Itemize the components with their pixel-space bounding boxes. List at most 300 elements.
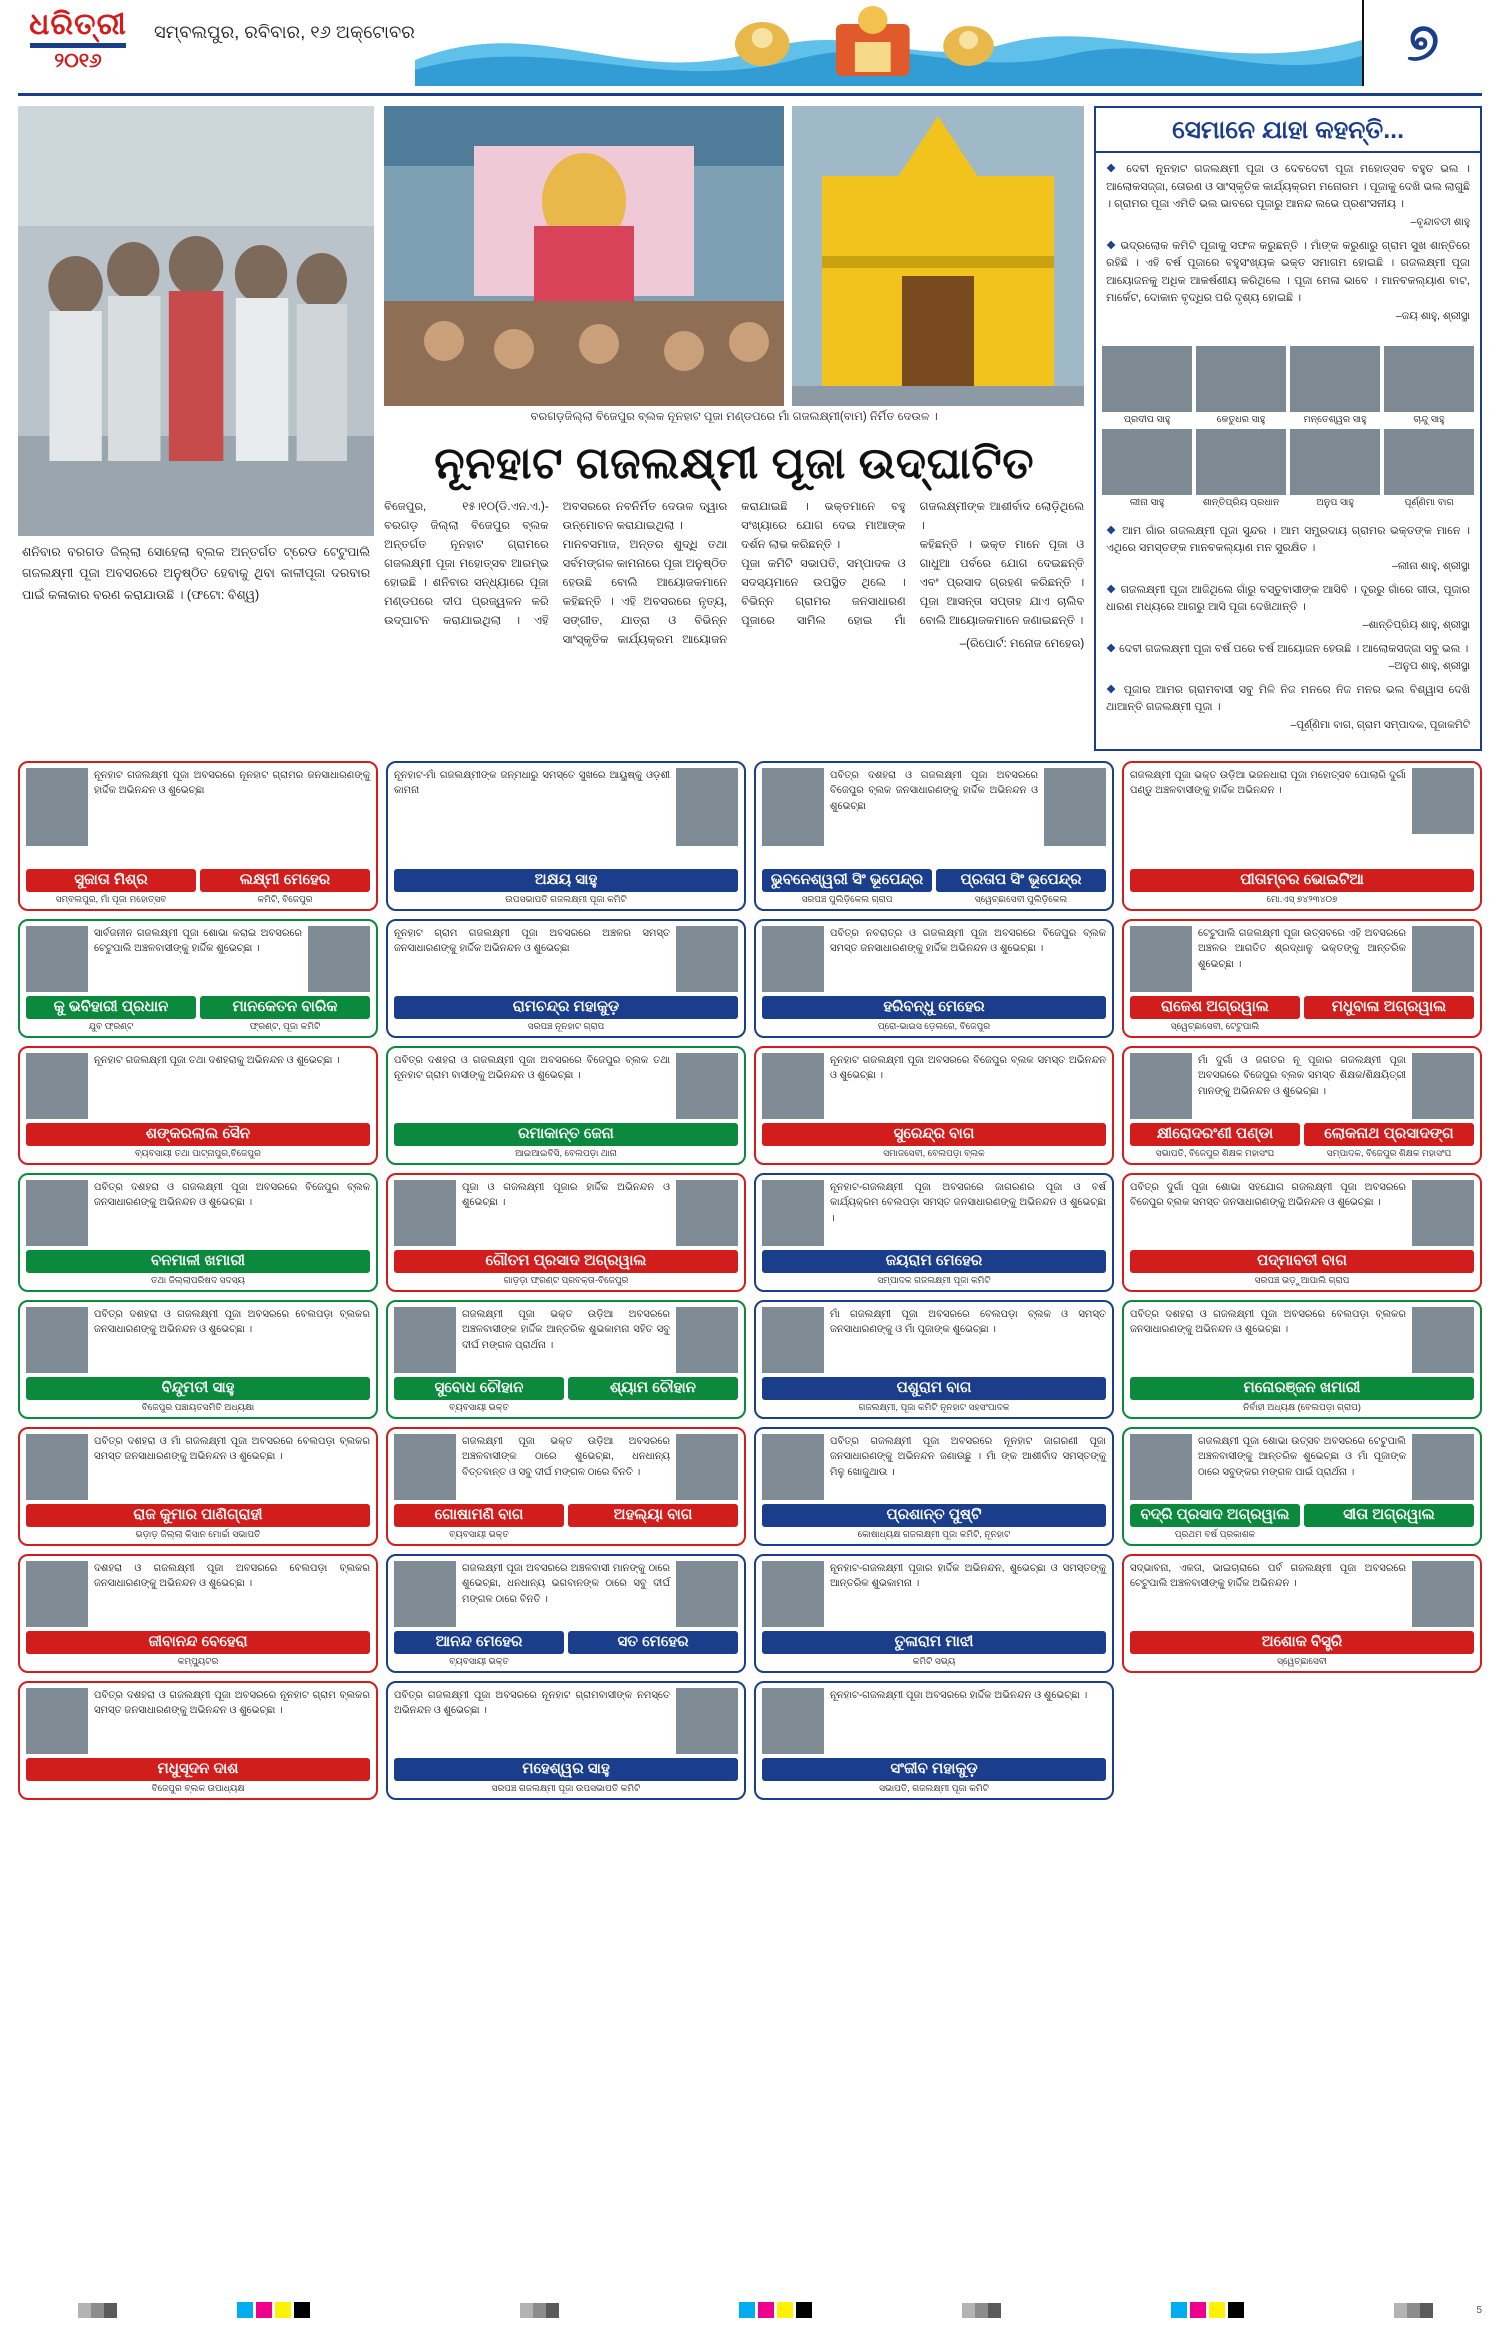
greeting-card-photo <box>676 1561 738 1627</box>
person-cell <box>1384 346 1474 425</box>
greeting-person-designation: ସଭାପତି, ବିଜେପୁର ଶିକ୍ଷକ ମହାସଂଘ <box>1155 1147 1275 1158</box>
greeting-person-name: ଲୋକନାଥ ପ୍ରସାଦଙ୍ଗ <box>1304 1123 1474 1146</box>
opinion-text: ଆମ ଗାଁର ଗଜଲକ୍ଷ୍ମୀ ପୂଜା ସୁନ୍ଦର । ଆମ ସମ୍ପ୍ରଦାୟ ଗ୍ରାମର ଭକ୍ତଙ୍କ ମାନେ । ଏଥିରେ ସମସ୍ତଙ୍କ ମାନବକଲ୍ୟାଣ ମନ ସୁରକ୍ଷିତ । <box>1106 524 1470 555</box>
greeting-subtitle-row <box>762 1527 1106 1540</box>
person-photo <box>1102 346 1192 412</box>
newspaper-logo <box>18 0 138 72</box>
greeting-message: ନୂନହାଟ ଗଜଲକ୍ଷ୍ମୀ ପୂଜା ତଥା ଦଶହରାକୁ ଅଭିନନ୍ଦନ ଓ ଶୁଭେଚ୍ଛା । <box>94 1054 340 1066</box>
greeting-card-body <box>394 1053 738 1119</box>
grey-scale-bar <box>520 2303 559 2318</box>
main-story <box>384 498 1084 654</box>
greeting-subtitle-row <box>26 1781 370 1794</box>
cyan-swatch <box>237 2302 253 2318</box>
greeting-card-photo <box>1130 926 1192 992</box>
greeting-name-bar <box>394 1504 738 1527</box>
middle-column <box>384 106 1084 751</box>
story-paragraph: ମାନବସମାଜ, ଅନ୍ତର ଶୁଦ୍ଧି ତଥା ସର୍ବମଙ୍ଗଳ କାମନାରେ ପୂଜା ଅନୁଷ୍ଠିତ ହେଉଛି ବୋଲି ଆୟୋଜକମାନେ କହିଛନ୍ତି । ଏହି ଅବସରରେ ନୃତ୍ୟ, ସଙ୍ଗୀତ, ଯାତ୍ରା ଓ ବିଭିନ୍ନ ସାଂସ୍କୃତିକ କାର୍ଯ୍ୟକ୍ରମ ଆୟୋଜନ କରାଯାଇଛି । ଭକ୍ତମାନେ ବହୁ ସଂଖ୍ୟାରେ ଯୋଗ ଦେଇ ମାଆଙ୍କ ଦର୍ଶନ ଲାଭ କରିଛନ୍ତି । <box>562 501 906 647</box>
greeting-card <box>1122 919 1482 1038</box>
greeting-card-photo <box>762 1307 824 1373</box>
greeting-name-bar <box>1130 1504 1474 1527</box>
person-name: ମନ୍ତେଶ୍ୱର ସାହୁ <box>1303 413 1367 425</box>
greeting-subtitle-row <box>1130 1146 1474 1159</box>
greeting-person-designation: ବ୍ୟବସାୟୀ ଭକ୍ତ <box>449 1655 509 1666</box>
greeting-name-bar <box>762 1504 1106 1527</box>
opinion-text: ଦେବୀ ନୂନହାଟ ଗଜଲକ୍ଷ୍ମୀ ପୂଜା ଓ ଦେବଦେବୀ ପୂଜା ମହୋତ୍ସବ ବହୁତ ଭଲ । ଆଲୋକସଜ୍ଜା, ତୋରଣ ଓ ସାଂସ୍କୃତିକ କାର୍ଯ୍ୟକ୍ରମ ମନୋରମ । ପୂଜାକୁ ଦେଖି ଭଲ ଲାଗୁଛି । ଗ୍ରାମର ପୂଜା ଏମିତି ଭଲ ଭାବରେ ପୂଜାରୁ ଆନନ୍ଦ ଲଭେ ପ୍ରଶଂସନୀୟ । <box>1106 163 1470 211</box>
top-section <box>18 106 1482 751</box>
person-cell <box>1196 429 1286 508</box>
greeting-name-bar <box>762 1631 1106 1654</box>
greeting-name-bar <box>1130 1377 1474 1400</box>
greeting-card <box>18 1173 378 1292</box>
greeting-card <box>386 1554 746 1673</box>
greeting-name-bar <box>26 1377 370 1400</box>
greeting-card <box>386 1300 746 1419</box>
greeting-person-designation <box>568 1527 738 1540</box>
opinion-quotes <box>1096 153 1480 340</box>
greeting-card-body <box>26 1307 370 1373</box>
greeting-person-name: ରାଜେଶ ଅଗ୍ରୱାଲ <box>1130 996 1300 1019</box>
greeting-subtitle-row <box>26 1146 370 1159</box>
greeting-name-bar <box>26 1123 370 1146</box>
greeting-person-designation: ସରପଞ୍ଚ ପୁଲିଡ଼ିକେଲ ଗ୍ରାପ <box>801 893 893 904</box>
person-name: ପୂର୍ଣ୍ଣିମା ବାଗ <box>1404 497 1454 509</box>
greeting-message: ମାଁ ଦୁର୍ଗା ଓ ଜଗତର ନୂ ପୂଜାର ଗଜଲକ୍ଷ୍ମୀ ପୂଜା ଅବସରରେ ବିଜେପୁର ବ୍ଲକ ସମସ୍ତ ଶିକ୍ଷକ/ଶିକ୍ଷୟିତ୍ରୀ ମାନଙ୍କୁ ଅଭିନନ୍ଦନ ଓ ଶୁଭେଚ୍ଛା । <box>1198 1054 1406 1097</box>
greeting-message: ନୂନହାଟ-ଗଜଲକ୍ଷ୍ମୀ ପୂଜାର ହାର୍ଦ୍ଦିକ ଅଭିନନ୍ଦନ, ଶୁଭେଚ୍ଛା ଓ ସମସ୍ତଙ୍କୁ ଆନ୍ତରିକ ଶୁଭକାମନା । <box>830 1562 1106 1590</box>
logo-rule <box>30 43 126 48</box>
greeting-person-designation: ଯୁବ ଫ୍ରଣ୍ଟ <box>88 1020 134 1031</box>
greeting-name-bar <box>762 1758 1106 1781</box>
greeting-card-photo <box>26 768 88 846</box>
print-registration-bar <box>18 2297 1482 2323</box>
greeting-card-body <box>26 1561 370 1627</box>
greeting-card-photo <box>676 1180 738 1246</box>
opinion-attribution: –ଅନୁପ ଶାହୁ, ଶ୍ରୀସ୍ଥା <box>1388 660 1470 673</box>
greeting-name-bar <box>1130 1250 1474 1273</box>
greeting-card-body <box>1130 1561 1474 1627</box>
greeting-subtitle-row <box>394 1400 738 1413</box>
greeting-message: ପବିତ୍ର ଦଶହରା ଓ ଗଜଲକ୍ଷ୍ମୀ ପୂଜା ଅବସରରେ ବେଲପଡ଼ା ବ୍ଲକର ଜନସାଧାରଣଙ୍କୁ ଅଭିନନ୍ଦନ ଓ ଶୁଭେଚ୍ଛା । <box>1130 1308 1406 1336</box>
greeting-card <box>18 1427 378 1546</box>
greeting-card-photo <box>676 926 738 992</box>
greeting-card-photo <box>762 1180 824 1246</box>
greeting-card-body <box>762 1688 1106 1754</box>
greeting-name-bar <box>1130 996 1474 1019</box>
greeting-person-name: ବିନ୍ଦୁମତୀ ସାହୁ <box>26 1377 370 1400</box>
greeting-card <box>1122 1046 1482 1165</box>
greeting-card-photo <box>1412 1180 1474 1246</box>
greeting-card-body <box>762 1180 1106 1246</box>
greeting-message: ପବିତ୍ର ଦଶହରା ଓ ଗଜଲକ୍ଷ୍ମୀ ପୂଜା ଅବସରରେ ବେଲପଡ଼ା ବ୍ଲକର ଜନସାଧାରଣଙ୍କୁ ଅଭିନନ୍ଦନ ଓ ଶୁଭେଚ୍ଛା । <box>94 1308 370 1336</box>
greeting-card-photo <box>762 1561 824 1627</box>
greeting-card-photo <box>1412 768 1474 834</box>
person-name: ଚାନ୍ଦୁ ସାହୁ <box>1413 413 1445 425</box>
greeting-card-body <box>394 768 738 865</box>
greeting-card <box>1122 761 1482 911</box>
magenta-swatch <box>1190 2302 1206 2318</box>
greeting-card <box>1122 1300 1482 1419</box>
logo-year: ୨୦୧୬ <box>54 50 102 72</box>
greeting-card-photo <box>394 1307 456 1373</box>
greeting-subtitle-row <box>762 1400 1106 1413</box>
greeting-card-photo <box>762 1053 824 1119</box>
greeting-card-photo <box>676 1053 738 1119</box>
greeting-name-bar <box>394 1377 738 1400</box>
greeting-person-name: ରମାକାନ୍ତ ଜେନା <box>394 1123 738 1146</box>
greeting-message: ନୂନହାଟ ଗଜଲକ୍ଷ୍ମୀ ପୂଜା ଅବସରରେ ବିଜେପୁର ବ୍ଲକ ସମସ୍ତ ଅଭିନନ୍ଦନ ଓ ଶୁଭେଚ୍ଛା । <box>830 1054 1106 1082</box>
page-number: ୭ <box>1407 13 1439 72</box>
greeting-card-photo <box>676 1434 738 1500</box>
greeting-subtitle-row <box>26 1654 370 1667</box>
greeting-subtitle-row <box>1130 1654 1474 1667</box>
greeting-card-body <box>26 1688 370 1754</box>
greeting-person-name: ମଧୁସୂଦନ ଦାଶ <box>26 1758 370 1781</box>
story-paragraph: ପୂଜା କମିଟି ସଭାପତି, ସମ୍ପାଦକ ଓ ସଦସ୍ୟମାନେ ଉପସ୍ଥିତ ଥିଲେ । ବିଭିନ୍ନ ଗ୍ରାମର ଜନସାଧାରଣ ପୂଜାରେ ସାମିଲ ହୋଇ ମାଁ ଗଜଲକ୍ଷ୍ମୀଙ୍କ ଆଶୀର୍ବାଦ ଲୋଡ଼ିଥିଲେ । <box>741 501 1085 628</box>
greeting-message: ଦଶହରା ଓ ଗଜଲକ୍ଷ୍ମୀ ପୂଜା ଅବସରରେ ବେଲପଡ଼ା ବ୍ଲକର ଜନସାଧାରଣଙ୍କୁ ଅଭିନନ୍ଦନ ଓ ଶୁଭେଚ୍ଛା । <box>94 1562 370 1590</box>
greeting-subtitle-row <box>762 892 1106 905</box>
bullet-icon: ❖ <box>1106 163 1120 175</box>
greeting-message: ପବିତ୍ର ଦଶହରା ଓ ଗଜଲକ୍ଷ୍ମୀ ପୂଜା ଅବସରରେ ନୂନହାଟ ଗ୍ରାମ ବ୍ଲକର ସମସ୍ତ ଜନସାଧାରଣଙ୍କୁ ଅଭିନନ୍ଦନ ଓ ଶୁଭେଚ୍ଛା । <box>94 1689 370 1717</box>
greeting-name-bar <box>394 1250 738 1273</box>
person-photo <box>1196 346 1286 412</box>
mid-photo-caption: ବରଗଡ଼ଜିଲ୍ଲା ବିଜେପୁର ବ୍ଲକ ନୂନହାଟ ପୂଜା ମଣ୍ଡପରେ ମାଁ ଗଜଲକ୍ଷ୍ମୀ(ବାମ) ନିର୍ମିତ ଦେଉଳ । <box>530 411 938 423</box>
greeting-card-body <box>762 1307 1106 1373</box>
opinion-attribution: –ପୂର୍ଣ୍ଣିମା ବାଗ, ଗ୍ରାମ ସମ୍ପାଦକ, ପୂଜାକମିଟି <box>1290 719 1470 732</box>
greeting-person-name: ଲକ୍ଷ୍ମୀ ମେହେର <box>200 869 370 892</box>
greeting-card-body <box>394 926 738 992</box>
greeting-card-body <box>1130 1307 1474 1373</box>
cyan-swatch <box>739 2302 755 2318</box>
person-name: ଶାନ୍ତିପ୍ରିୟ ପ୍ରଧାନ <box>1202 497 1280 509</box>
greeting-subtitle-row <box>1130 1400 1474 1413</box>
opinion-text: ଭଦ୍ରଲୋକ କମିଟି ପୂଜାକୁ ସଫଳ କରୁଛନ୍ତି । ମାଁଙ୍କ କରୁଣାରୁ ଗ୍ରାମ ସୁଖ ଶାନ୍ତିରେ ରହିଛି । ଏହି ବର୍ଷ ପୂଜାରେ ବହୁସଂଖ୍ୟକ ଭକ୍ତ ସମାଗମ ହୋଇଛି । ଗଜଲକ୍ଷ୍ମୀ ପୂଜା ଆୟୋଜନକୁ ଅଧିକ ଆକର୍ଷଣୀୟ କରିଥିଲେ । ପୂଜା ମେଳା ଭାବେ । ମାନବକଲ୍ୟାଣ ବାଟ, ମାର୍କେଟ, ଦୋକାନ ବୃଦ୍ଧିର ପରି ଦୃଶ୍ୟ ହୋଇଛି । <box>1106 239 1470 305</box>
greeting-card-photo <box>1412 1434 1474 1500</box>
greeting-person-name: ସୀତା ଅଗ୍ରୱାଲ <box>1304 1504 1474 1527</box>
cyan-swatch <box>1171 2302 1187 2318</box>
magenta-swatch <box>256 2302 272 2318</box>
yellow-swatch <box>1209 2302 1225 2318</box>
opinion-quotes-lower <box>1096 515 1480 749</box>
story-paragraph: କହିଛନ୍ତି । ଭକ୍ତ ମାନେ ପୂଜା ଓ ଗାଧୁଆ ପର୍ବରେ ଯୋଗ ଦେଇଛନ୍ତି ଏବଂ ପ୍ରସାଦ ଗ୍ରହଣ କରିଛନ୍ତି । ପୂଜା ଆସନ୍ତା ସପ୍ତାହ ଯାଏ ଚାଲିବ ବୋଲି ଆୟୋଜକମାନେ ଜଣାଇଛନ୍ତି । <box>919 539 1085 628</box>
greeting-card <box>754 1046 1114 1165</box>
greeting-subtitle-row <box>1130 1273 1474 1286</box>
cmyk-swatches <box>1171 2302 1244 2318</box>
black-swatch <box>294 2302 310 2318</box>
greeting-card-photo <box>676 768 738 846</box>
greeting-message: ପବିତ୍ର ଗଜଲକ୍ଷ୍ମୀ ପୂଜା ଅବସରରେ ନୂନହାଟ ଗ୍ରାମବାସୀଙ୍କ ନମସ୍ତେ ଅଭିନନ୍ଦନ ଓ ଶୁଭେଚ୍ଛା । <box>394 1689 670 1717</box>
greeting-message: ନୂନହାଟ ଗଜଲକ୍ଷ୍ମୀ ପୂଜା ଅବସରରେ ନୂନହାଟ ଗ୍ରାମର ଜନସାଧାରଣଙ୍କୁ ହାର୍ଦ୍ଦିକ ଅଭିନନ୍ଦନ ଓ ଶୁଭେଚ୍ଛା <box>94 769 370 797</box>
greeting-message: ପବିତ୍ର ନବରାତ୍ର ଓ ଗଜଲକ୍ଷ୍ମୀ ପୂଜା ଅବସରରେ ବିଜେପୁର ବ୍ଲକ ସମସ୍ତ ଜନସାଧାରଣଙ୍କୁ ହାର୍ଦ୍ଦିକ ଅଭିନନ୍ଦନ ଓ ଶୁଭେଚ୍ଛା । <box>830 927 1106 955</box>
greeting-person-designation: ପ୍ରୋ-ଭାଇସ ଡ଼େଲରେ, ବିଜେପୁର <box>877 1020 991 1031</box>
greeting-person-designation: କମିଟି ସଭ୍ୟ <box>912 1655 956 1666</box>
greeting-person-designation: ସମ୍ପାଦକ, ବିଜେପୁର ଶିକ୍ଷକ ମହାସଂଘ <box>1326 1147 1452 1158</box>
greeting-card-body <box>26 768 370 865</box>
person-cell <box>1290 429 1380 508</box>
person-name: କେତୁଧର ସାହୁ <box>1216 413 1266 425</box>
greeting-person-name: ଜୀବାନନ୍ଦ ବେହେରା <box>26 1631 370 1654</box>
person-name: ପ୍ରଦୀପ ସାହୁ <box>1123 413 1171 425</box>
greeting-person-name: ବନମାଳୀ ଖମାରୀ <box>26 1250 370 1273</box>
greeting-subtitle-row <box>1130 1019 1474 1032</box>
greeting-card <box>18 1681 378 1800</box>
greeting-card-body <box>394 1307 738 1373</box>
greeting-person-name: ସୁବୋଧ ଚୌହାନ <box>394 1377 564 1400</box>
greeting-card-photo <box>394 1561 456 1627</box>
photo-placeholder-icon <box>792 106 1084 406</box>
greeting-person-name: ମଧୁବାଳା ଅଗ୍ରୱାଲ <box>1304 996 1474 1019</box>
left-column <box>18 106 374 751</box>
greeting-person-designation: ଆଇଆଇବିସି, ବେଲପଡ଼ା ଥାନା <box>515 1147 617 1158</box>
grey-scale-bar <box>1394 2303 1433 2318</box>
greeting-message: ନୂନହାଟ-ମାଁ ଗଜଲକ୍ଷ୍ମୀଙ୍କ ଜନ୍ମଧାରୁ ସମସ୍ତେ ସୁଖରେ ଆୟୁଷ୍କୁ ଓଡ଼ଶୀ କାମନା <box>394 769 670 797</box>
greeting-card <box>1122 1427 1482 1546</box>
person-photo <box>1102 429 1192 495</box>
greeting-card <box>754 1427 1114 1546</box>
greeting-message: ପବିତ୍ର ଦୁର୍ଗା ପୂଜା ଶୋଭା ସହଯୋଗ ଗଜଲକ୍ଷ୍ମୀ ପୂଜା ଅବସରରେ ବିଜେପୁର ବ୍ଲକ ସମସ୍ତ ଜନସାଧାରଣଙ୍କୁ ଅଭିନନ୍ଦନ ଓ ଶୁଭେଚ୍ଛା । <box>1130 1181 1406 1209</box>
greeting-card-photo <box>26 1053 88 1119</box>
greeting-person-designation: ଗାଡ଼ଡ଼ା ଫ୍ରଣ୍ଟ ପ୍ରବକ୍ତା-ବିଜେପୁର <box>503 1274 629 1285</box>
greeting-person-name: ତୁଳାରାମ ମାଝୀ <box>762 1631 1106 1654</box>
greeting-person-name: ଜୟରାମ ମେହେର <box>762 1250 1106 1273</box>
greeting-message: ନୂନହାଟ-ଗଜଲକ୍ଷ୍ମୀ ପୂଜା ଅବସରରେ ହାର୍ଦ୍ଦିକ ଅଭିନନ୍ଦନ ଓ ଶୁଭେଚ୍ଛା । <box>830 1689 1088 1701</box>
greeting-person-name: କ୍ଷୀରୋଦରଂଣୀ ପଣ୍ଡା <box>1130 1123 1300 1146</box>
greeting-person-designation: ସ୍ୱେଚ୍ଛାସେବୀ, ଟେଟୁପାଲି <box>1170 1020 1260 1031</box>
story-byline: –(ରିପୋର୍ଟ: ମନୋଜ ମେହେର) <box>959 638 1085 651</box>
greeting-name-bar <box>1130 1631 1474 1654</box>
greeting-person-name: ପଶୁରାମ ବାଗ <box>762 1377 1106 1400</box>
bullet-icon: ❖ <box>1106 583 1117 596</box>
greeting-subtitle-row <box>1130 892 1474 905</box>
greeting-name-bar <box>762 996 1106 1019</box>
greeting-person-designation: ତଥା ଜିଲ୍ଲାପରିଷଦ ସଦସ୍ୟ <box>151 1274 245 1285</box>
right-column <box>1094 106 1482 751</box>
greeting-name-bar <box>762 1250 1106 1273</box>
greeting-message: ପବିତ୍ର ଦଶହରା ଓ ଗଜଲକ୍ଷ୍ମୀ ପୂଜା ଅବସରରେ ବିଜେପୁର ବ୍ଲକ ଜନସାଧାରଣଙ୍କୁ ଅଭିନନ୍ଦନ ଓ ଶୁଭେଚ୍ଛା । <box>94 1181 370 1209</box>
greeting-message: ଗଜଲକ୍ଷ୍ମୀ ପୂଜା ଭକ୍ତ ଉଡ଼ିଆ ଅବସରରେ ଅଞ୍ଚଳବାସୀଙ୍କ ହାର୍ଦ୍ଦିକ ଆନ୍ତରିକ ଶୁଭକାମନା ସହିତ ସବୁ ଦୀର୍ଘ ମଙ୍ଗଳ ପ୍ରାର୍ଥନା । <box>462 1308 670 1351</box>
greeting-name-bar <box>394 1631 738 1654</box>
greeting-message: ନୂନହାଟ ଗ୍ରାମ ଗଜଲକ୍ଷ୍ମୀ ପୂଜା ଅବସରରେ ଅଞ୍ଚଳର ସମସ୍ତ ଜନସାଧାରଣଙ୍କୁ ହାର୍ଦ୍ଦିକ ଅଭିନନ୍ଦନ ଓ ଶୁଭେଚ୍ଛା <box>394 927 670 955</box>
greeting-card-body <box>762 1434 1106 1500</box>
magenta-swatch <box>758 2302 774 2318</box>
greeting-person-designation: ବିଜେପୁର ପଞ୍ଚାୟତସମିତି ଅଧ୍ୟକ୍ଷା <box>141 1401 255 1412</box>
greeting-card <box>754 919 1114 1038</box>
greeting-person-designation: ଭଡ଼ାଡ଼ ଜିଲ୍ଲା କିସାନ ମୋର୍ଚ୍ଚା ସଭାପତି <box>135 1528 261 1539</box>
greeting-person-name: ପୀତାମ୍ବର ଭୋଇଟିଆ <box>1130 869 1474 892</box>
greeting-person-designation: ସ୍ୱେଚ୍ଛାସେବୀ <box>1277 1655 1327 1666</box>
greeting-person-name: ହରିବନ୍ଧୁ ମେହେର <box>762 996 1106 1019</box>
main-headline: ନୂନହାଟ ଗଜଲକ୍ଷ୍ମୀ ପୂଜା ଉଦ୍‌ଘାଟିତ <box>434 438 1035 488</box>
greeting-card-body <box>762 926 1106 992</box>
greeting-card <box>1122 1554 1482 1673</box>
greeting-card-photo <box>26 1307 88 1373</box>
greeting-person-designation: ପ୍ରଥମ ବର୍ଷ ପ୍ରକାଶକ <box>1174 1528 1256 1539</box>
opinion-item <box>1106 582 1470 634</box>
greeting-card-photo <box>1412 1053 1474 1119</box>
greeting-subtitle-row <box>394 1146 738 1159</box>
dateline: ସମ୍ବଲପୁର, ରବିବାର, ୧୬ ଅକ୍ଟୋବର <box>154 22 415 42</box>
greeting-name-bar <box>26 1250 370 1273</box>
greeting-person-designation: ସମ୍ପାଦକ ଗଜଲକ୍ଷ୍ମୀ ପୂଜା କମିଟି <box>877 1274 991 1285</box>
greeting-person-name: ରାଜ କୁମାର ପାଣିଗ୍ରାହୀ <box>26 1504 370 1527</box>
greeting-card-photo <box>26 1180 88 1246</box>
greeting-card-photo <box>26 1434 88 1500</box>
greeting-card <box>386 1681 746 1800</box>
greeting-subtitle-row <box>394 1527 738 1540</box>
greeting-card-body <box>1130 1053 1474 1119</box>
opinion-title: ସେମାନେ ଯାହା କହନ୍ତି... <box>1096 108 1480 153</box>
greeting-subtitle-row <box>26 892 370 905</box>
greeting-subtitle-row <box>394 1781 738 1794</box>
greeting-message: ଟେଟୁପାଲି ଗଜଲକ୍ଷ୍ମୀ ପୂଜା ଉତ୍ସବରେ ଏହି ଅବସରରେ ଅଞ୍ଚଳର ଆଗତିତ ଶ୍ରଦ୍ଧାଳୁ ଭକ୍ତଙ୍କୁ ଆନ୍ତରିକ ଶୁଭେଚ୍ଛା । <box>1198 927 1406 970</box>
temple-building-photo <box>792 106 1084 406</box>
opinion-text: ପୂଜାର ଆମର ଗ୍ରାମବାସୀ ସବୁ ମିଳି ନିଜ ମନରେ ନିଜ ମନର ଭଲ ବିଶ୍ୱାସ ଦେଖି ଥାଆନ୍ତି ଗଜଲକ୍ଷ୍ମୀ ପୂଜା । <box>1106 683 1470 714</box>
page-number-box <box>1362 0 1482 86</box>
greeting-message: ସାର୍ବଜନୀନ ଗଜଲକ୍ଷ୍ମୀ ପୂଜା ଶୋଭା କରାଇ ଅବସରରେ ଟେଟୁପାଲି ଅଞ୍ଚଳବାସୀଙ୍କୁ ହାର୍ଦ୍ଦିକ ଶୁଭେଚ୍ଛା । <box>94 927 302 955</box>
greeting-subtitle-row <box>394 1273 738 1286</box>
greeting-card-photo <box>1130 1053 1192 1119</box>
greeting-person-designation: ଗଜଲକ୍ଷ୍ମୀ, ପୂଜା କମିଟି ନୂନହାଟ ସହସଂପାଦକ <box>858 1401 1010 1412</box>
greeting-card <box>386 919 746 1038</box>
greeting-person-name: ବଦ୍ରି ପ୍ରସାଦ ଅଗ୍ରୱାଲ <box>1130 1504 1300 1527</box>
person-cell <box>1290 346 1380 425</box>
greeting-card-photo <box>26 1561 88 1627</box>
opinion-item <box>1106 641 1470 675</box>
greeting-subtitle-row <box>1130 1527 1474 1540</box>
greeting-subtitle-row <box>762 1146 1106 1159</box>
greeting-message: ସଦ୍‌ଭାବନା, ଏକତା, ଭାଇଚାରାରେ ପର୍ବ ଗଜଲକ୍ଷ୍ମୀ ପୂଜା ଅବସରରେ ଟେଟୁପାଲି ଅଞ୍ଚଳବାସୀଙ୍କୁ ହାର୍ଦ୍ଦିକ ଅଭିନନ୍ଦନ । <box>1130 1562 1406 1590</box>
greeting-person-name: ମନୋରଞ୍ଜନ ଖମାରୀ <box>1130 1377 1474 1400</box>
greeting-name-bar <box>26 1758 370 1781</box>
greeting-card-body <box>1130 1434 1474 1500</box>
person-photo <box>1196 429 1286 495</box>
greeting-card-photo <box>1412 926 1474 992</box>
person-photo <box>1384 346 1474 412</box>
greeting-person-designation: ସରପଞ୍ଚ ନୂନହାଟ ଗ୍ରାପ <box>527 1020 605 1031</box>
greeting-message: ମାଁ ଗଜଲକ୍ଷ୍ମୀ ପୂଜା ଅବସରରେ ବେଲପଡ଼ା ବ୍ଲକ ଓ ସମସ୍ତ ଜନସାଧାରଣଙ୍କୁ ଓ ମାଁ ପୂଜାଙ୍କ ଶୁଭେଚ୍ଛା । <box>830 1308 1106 1336</box>
black-swatch <box>1228 2302 1244 2318</box>
opinion-attribution: –ଶାନ୍ତିପ୍ରିୟ ଶାହୁ, ଶ୍ରୀସ୍ଥା <box>1362 618 1470 631</box>
greeting-person-name: ପ୍ରଶାନ୍ତ ପୁଷ୍ଟି <box>762 1504 1106 1527</box>
greeting-card-photo <box>762 1434 824 1500</box>
greeting-person-designation: ଉପସଭାପତି ଗଜଲକ୍ଷ୍ମୀ ପୂଜା କମିଟି <box>505 893 627 904</box>
greeting-person-designation: ସ୍ୱେଚ୍ଛାସେବୀ ପୁଲିଡ଼ିକେଲ <box>974 893 1068 904</box>
logo-title: ଧରିତ୍ରୀ <box>29 8 127 41</box>
greeting-card-body <box>26 1180 370 1246</box>
greeting-card-body <box>762 768 1106 865</box>
greeting-person-designation <box>568 1400 738 1413</box>
greeting-name-bar <box>26 1631 370 1654</box>
greeting-card-body <box>394 1561 738 1627</box>
greeting-card-body <box>762 1053 1106 1119</box>
greeting-card-photo <box>762 768 824 846</box>
wave-decoration-icon <box>415 0 1362 86</box>
greeting-name-bar <box>762 869 1106 892</box>
greeting-message: ଗଜଲକ୍ଷ୍ମୀ ପୂଜା ଭକ୍ତ ଉଡ଼ିଆ ଅବସରରେ ଅଞ୍ଚଳବାସୀଙ୍କ ଠାରେ ଶୁଭେଚ୍ଛା, ଧନଧାନ୍ୟ ବିତ୍ତବାନ୍ତ ଓ ସବୁ ଦୀର୍ଘ ମଙ୍ଗଳ ଠାରେ ବିନତି । <box>462 1435 670 1478</box>
greeting-person-name: ଭୁବନେଶ୍ୱରୀ ସିଂ ଭୂପେନ୍ଦ୍ର <box>762 869 932 892</box>
greeting-name-bar <box>394 869 738 892</box>
greeting-person-designation: ସରପଞ୍ଚ ଭଡ଼ୁଆପାଲି ଗ୍ରାପ <box>1254 1274 1350 1285</box>
greeting-message: ପବିତ୍ର ଦଶହରା ଓ ମାଁ ଗଜଲକ୍ଷ୍ମୀ ପୂଜା ଅବସରରେ ବେଲପଡ଼ା ବ୍ଲକର ସମସ୍ତ ଜନସାଧାରଣଙ୍କୁ ଅଭିନନ୍ଦନ ଓ ଶୁଭେଚ୍ଛା । <box>94 1435 370 1463</box>
greeting-card-photo <box>394 1434 456 1500</box>
greeting-message: ନୂନହାଟ-ଗଜଲକ୍ଷ୍ମୀ ପୂଜା ଅବସରରେ ଜାଗରଣର ପୂଜା ଓ ବର୍ଷ କାର୍ଯ୍ୟକ୍ରମ ବେଲପଡ଼ା ସମସ୍ତ ଜନସାଧାରଣଙ୍କୁ ଅଭିନନ୍ଦନ ଓ ଶୁଭେଚ୍ଛା । <box>830 1181 1106 1224</box>
greeting-card-photo <box>762 926 824 992</box>
greeting-person-designation: ଫ୍ରଣ୍ଟ, ପୂଜା କମିଟି <box>249 1020 321 1031</box>
greeting-subtitle-row <box>394 1019 738 1032</box>
yellow-swatch <box>275 2302 291 2318</box>
greeting-card-photo <box>1130 1434 1192 1500</box>
temple-deity-photo <box>384 106 784 406</box>
greeting-person-designation: ସଭାପତି, ଗଜଲକ୍ଷ୍ମୀ ପୂଜା କମିଟି <box>879 1782 989 1793</box>
bullet-icon: ❖ <box>1106 683 1119 696</box>
greeting-person-designation: ବିଜେପୁର ବ୍ଲକ ଉପାଧ୍ୟକ୍ଷ <box>151 1782 245 1793</box>
greeting-card-body <box>762 1561 1106 1627</box>
greeting-person-designation: ମୋ.ଏସ୍‌ ୭୪୨୩୪୦୭ <box>1266 893 1338 904</box>
person-photo <box>1290 429 1380 495</box>
greeting-card-photo <box>308 926 370 992</box>
opinion-item <box>1106 523 1470 575</box>
greeting-name-bar <box>1130 869 1474 892</box>
greeting-card-photo <box>1412 1307 1474 1373</box>
footer-page-mark: 5 <box>1476 2304 1482 2316</box>
greeting-person-name: ଆନନ୍ଦ ମେହେର <box>394 1631 564 1654</box>
greeting-subtitle-row <box>762 1654 1106 1667</box>
greeting-card-photo <box>1044 768 1106 846</box>
greeting-person-designation: କୋଷାଧ୍ୟକ୍ଷ ଗଜଲକ୍ଷ୍ମୀ ପୂଜା କମିଟି, ନୂନହାଟ <box>857 1528 1011 1539</box>
greeting-person-designation: ବ୍ୟବସାୟୀ ଭକ୍ତ <box>449 1528 509 1539</box>
greeting-subtitle-row <box>26 1273 370 1286</box>
greeting-person-designation <box>1304 1019 1474 1032</box>
greeting-person-designation <box>1304 1527 1474 1540</box>
greeting-name-bar <box>762 1377 1106 1400</box>
greeting-card <box>754 761 1114 911</box>
greeting-person-name: ସଂଜୀବ ମହାକୁଡ଼ <box>762 1758 1106 1781</box>
greeting-card <box>18 1300 378 1419</box>
greeting-name-bar <box>1130 1123 1474 1146</box>
greeting-person-designation: ବ୍ୟବସାୟୀ ଭକ୍ତ <box>449 1401 509 1412</box>
greeting-person-name: କୁ ଭବିହାରୀ ପ୍ରଧାନ <box>26 996 196 1019</box>
greeting-person-designation: ସମାଜସେବୀ, ବେଲପଡ଼ା ବ୍ଲକ <box>883 1147 985 1158</box>
photo-placeholder-icon <box>18 106 374 536</box>
opinion-item <box>1106 682 1470 734</box>
greeting-person-designation: ନିର୍ବାହୀ ଅଧ୍ୟକ୍ଷ (ବେଲପଡ଼ା ଗ୍ରାପ) <box>1243 1401 1361 1412</box>
opinion-attribution: –ଲୀନା ଶାହୁ, ଶ୍ରୀସ୍ଥା <box>1392 559 1470 572</box>
greeting-name-bar <box>26 996 370 1019</box>
greeting-card-body <box>26 1434 370 1500</box>
greeting-subtitle-row <box>394 892 738 905</box>
greeting-card <box>754 1681 1114 1800</box>
greeting-person-name: ସୁରେନ୍ଦ୍ର ବାଗ <box>762 1123 1106 1146</box>
greeting-subtitle-row <box>26 1019 370 1032</box>
greeting-person-designation: କମ୍ପ୍ୟୁଟର <box>177 1655 219 1666</box>
greeting-message: ପବିତ୍ର ଦଶହରା ଓ ଗଜଲକ୍ଷ୍ମୀ ପୂଜା ଅବସରରେ ବିଜେପୁର ବ୍ଲକ ତଥା ନୂନହାଟ ଗ୍ରାମ ବାସୀଙ୍କୁ ଅଭିନନ୍ଦନ ଓ ଶୁଭେଚ୍ଛା । <box>394 1054 670 1082</box>
greeting-card <box>1122 1173 1482 1292</box>
greeting-card-body <box>394 1434 738 1500</box>
person-photo <box>1290 346 1380 412</box>
greeting-person-name: ପଦ୍ମାବତୀ ବାଗ <box>1130 1250 1474 1273</box>
greeting-card-photo <box>1412 1561 1474 1627</box>
greeting-card <box>386 1046 746 1165</box>
greeting-subtitle-row <box>762 1019 1106 1032</box>
greeting-card <box>386 1427 746 1546</box>
opinion-item <box>1106 161 1470 231</box>
person-name: ଅନୁପ ସାହୁ <box>1316 497 1354 509</box>
cmyk-swatches <box>739 2302 812 2318</box>
greeting-person-name: ଅକ୍ଷୟ ସାହୁ <box>394 869 738 892</box>
bullet-icon: ❖ <box>1106 239 1117 252</box>
greeting-person-designation: ବ୍ୟବସାୟୀ ତଥା ପାଟ୍ନାପୁର,ବିଜେପୁର <box>135 1147 261 1158</box>
greeting-message: ପବିତ୍ର ଦଶହରା ଓ ଗଜଲକ୍ଷ୍ମୀ ପୂଜା ଅବସରରେ ବିଜେପୁର ବ୍ଲକ ଜନସାଧାରଣଙ୍କୁ ହାର୍ଦ୍ଦିକ ଅଭିନନ୍ଦନ ଓ ଶୁଭେଚ୍ଛା <box>830 769 1038 812</box>
greeting-card-body <box>1130 768 1474 865</box>
greeting-subtitle-row <box>394 1654 738 1667</box>
